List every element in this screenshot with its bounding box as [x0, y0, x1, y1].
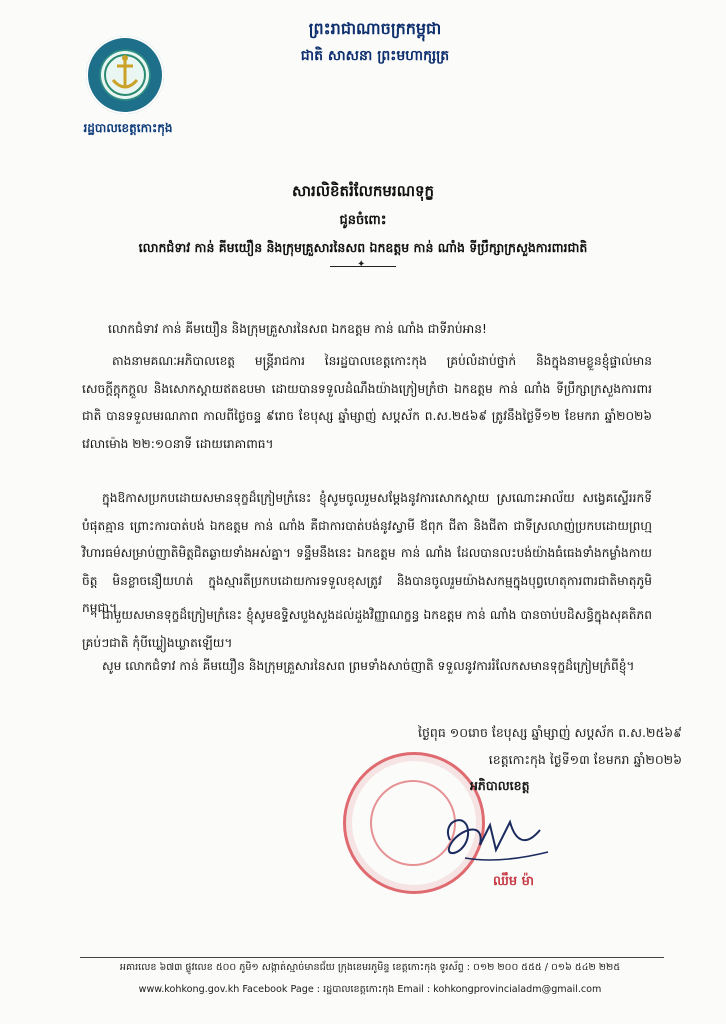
agency-name: រដ្ឋបាលខេត្តកោះកុង — [83, 121, 173, 135]
governor-name: ឈឹម ម៉ា — [493, 874, 535, 889]
anchor-emblem-icon — [86, 36, 164, 114]
announcement-paragraph: តាងនាមគណៈអភិបាលខេត្ត មន្ត្រីរាជការ នៃរដ្ឋបាលខេត្តកោះកុង គ្រប់លំដាប់ថ្នាក់ និងក្នុងនាមខ្លួនខ្ញុំផ្ទាល់មានសេចក្តីក្តុកក្តួល និងសោកស្តាយឥតឧបមា ដោយបានទទួលដំណឹងយ៉ាងក្រៀមក្រំថា ឯកឧត្តម កាន់ ណាំង ទីប្រឹក្សាក្រសួងការពារជាតិ បានទទួលមរណភាព កាលពីថ្ងៃចន្ទ ៩រោច ខែបុស្ស ឆ្នាំម្សាញ់ សប្តស័ក ព.ស.២៥៦៩ ត្រូវនឹងថ្ងៃទី១២ ខែមករា ឆ្នាំ២០២៦ វេលាម៉ោង ២២:១០នាទី ដោយរោគាពាធ។ — [82, 354, 652, 451]
national-motto: ជាតិ សាសនា ព្រះមហាក្សត្រ — [300, 48, 450, 64]
handwritten-signature — [430, 800, 560, 870]
provincial-logo — [86, 36, 164, 114]
solar-date: ខេត្តកោះកុង ថ្ងៃទី១៣ ខែមករា ឆ្នាំ២០២៦ — [488, 752, 682, 767]
recipient-line: លោកជំទាវ កាន់ គីមយឿន និងក្រុមគ្រួសារនៃសព ឯកឧត្តម កាន់ ណាំង ទីប្រឹក្សាក្រសួងការពារជាតិ — [138, 240, 588, 255]
condolence-paragraph: ក្នុងឱកាសប្រកបដោយសមានទុក្ខដ៏ក្រៀមក្រំនេះ ខ្ញុំសូមចូលរួមសម្តែងនូវការសោកស្តាយ ស្រណោះអាល័យ សង្វេគស្ទើររកទីបំផុតគ្មាន ព្រោះការបាត់បង់ ឯកឧត្តម កាន់ ណាំង គឺជាការបាត់បង់នូវស្វាមី ឪពុក ជីតា និងជីតា ជាទីស្រលាញ់ប្រកបដោយព្រហ្មវិហារធម៌សម្រាប់ញាតិមិត្តជិតឆ្ងាយទាំងអស់គ្នា។ ទន្ទឹមនឹងនេះ ឯកឧត្តម កាន់ ណាំង ដែលបានលះបង់យ៉ាងធំធេងទាំងកម្លាំងកាយចិត្ត មិនខ្លាចនឿយហត់ ក្នុងស្មារតីប្រកបដោយការទទួលខុសត្រូវ និងបានចូលរួមយ៉ាងសកម្មក្នុងបុព្វហេតុការពារជាតិមាតុភូមិកម្ពុជា។ — [82, 491, 652, 615]
prayer-paragraph: ជាមួយសមានទុក្ខដ៏ក្រៀមក្រំនេះ ខ្ញុំសូមឧទ្ទិសបួងសួងដល់ដួងវិញ្ញាណក្ខន្ធ ឯកឧត្តម កាន់ ណាំង បានចាប់បដិសន្ធិក្នុងសុគតិភពគ្រប់ៗជាតិ កុំបីឃ្លៀងឃ្លាតឡើយ។ — [82, 608, 652, 650]
governor-title: អភិបាលខេត្ត — [470, 778, 530, 793]
lunar-date: ថ្ងៃពុធ ១០រោច ខែបុស្ស ឆ្នាំម្សាញ់ សប្តស័ក ព.ស.២៥៦៩ — [418, 725, 682, 740]
footer-address: អគារលេខ ៦៧៣ ផ្លូវលេខ ៥០០ ភូមិ១ សង្កាត់ស្មាច់មានជ័យ ក្រុងខេមរភូមិន្ទ ខេត្តកោះកុង ទូរស័ព្ទ : ០១២ ២០០ ៥៥៥ / ០១៦ ៥៤២ ២២៥ — [119, 962, 621, 973]
kingdom-heading: ព្រះរាជាណាចក្រកម្ពុជា — [308, 19, 442, 38]
footer-contact: www.kohkong.gov.kh Facebook Page : រដ្ឋបាលខេត្តកោះកុង Email : kohkongprovincialadm@gmail.com — [138, 984, 602, 995]
closing-paragraph: សូម លោកជំទាវ កាន់ គីមយឿន និងក្រុមគ្រួសារនៃសព ព្រមទាំងសាច់ញាតិ ទទួលនូវការរំលែកសមានទុក្ខដ៏ក្រៀមក្រំពីខ្ញុំ។ — [102, 659, 635, 673]
footer-divider — [80, 957, 664, 958]
letter-title: សារលិខិតរំលែកមរណទុក្ខ — [291, 182, 435, 200]
addressee-label: ជូនចំពោះ — [339, 213, 387, 228]
greeting-paragraph: លោកជំទាវ កាន់ គីមយឿន និងក្រុមគ្រួសារនៃសព ឯកឧត្តម កាន់ ណាំង ជាទីរាប់អាន! — [108, 322, 487, 336]
divider-ornament-icon: ✦ — [357, 259, 366, 270]
